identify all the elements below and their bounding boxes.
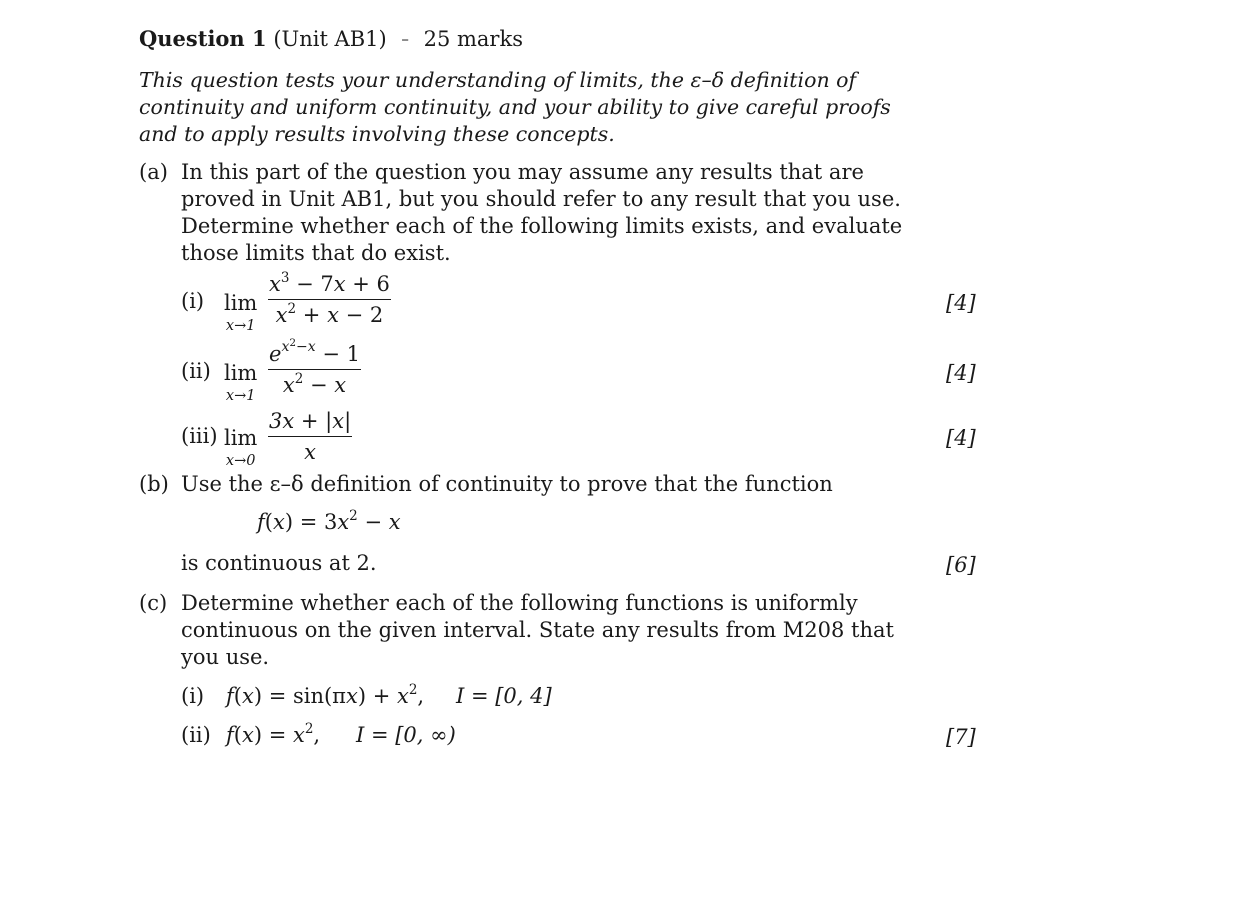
part-a-iii-fraction — [268, 409, 352, 464]
part-c-line-3: you use. — [181, 645, 270, 669]
lim-word: lim — [224, 426, 258, 450]
part-a-i-limit — [224, 291, 257, 334]
part-a-ii-label: (ii) — [181, 359, 211, 383]
fraction-denominator: x — [304, 440, 316, 464]
part-b-function: $f(x) = 3x^2 - x$ — [257, 508, 401, 534]
part-c-i-interval: I = [0, 4] — [456, 684, 552, 708]
part-a-line-1: In this part of the question you may assume any results that are — [181, 160, 864, 184]
part-b-marks: [6] — [946, 553, 976, 577]
part-b-line-2: is continuous at 2. — [181, 551, 377, 575]
intro-line-3: and to apply results involving these concepts. — [139, 122, 615, 146]
part-c-i-function: $f(x) = \sin(\pi x) + x^2$, — [226, 682, 425, 708]
part-a-iii-label: (iii) — [181, 424, 218, 448]
part-b-line-1: Use the ε–δ definition of continuity to prove that the function — [181, 472, 833, 496]
intro-line-1: This question tests your understanding of limits, the ε–δ definition of — [139, 68, 857, 92]
part-c-ii-interval: I = [0, ∞) — [356, 723, 456, 747]
fraction-denominator: $x^2 + x - 2$ — [275, 301, 384, 327]
fraction-numerator: 3x + |x| — [268, 409, 352, 437]
lim-word: lim — [224, 291, 258, 315]
part-a-i-marks: [4] — [946, 291, 976, 315]
part-c-label: (c) — [139, 591, 168, 615]
lim-subscript: x→0 — [225, 453, 256, 469]
fraction-denominator: $x^2 - x$ — [282, 371, 347, 397]
part-a-iii-limit — [224, 426, 257, 469]
intro-line-2: continuity and uniform continuity, and your ability to give careful proofs — [139, 95, 891, 119]
part-c-i-label: (i) — [181, 684, 205, 708]
question-heading — [139, 28, 523, 50]
part-a-ii-fraction — [268, 337, 361, 397]
part-a-line-3: Determine whether each of the following limits exists, and evaluate — [181, 214, 903, 238]
fraction-numerator: $e^{x^2-x} - 1$ — [268, 342, 361, 370]
part-a-i-label: (i) — [181, 289, 205, 313]
part-a-ii-marks: [4] — [946, 361, 976, 385]
lim-word: lim — [224, 361, 258, 385]
part-c-line-2: continuous on the given interval. State any results from M208 that — [181, 618, 894, 642]
lim-subscript: x→1 — [225, 318, 256, 334]
fraction-numerator: $x^3 - 7x + 6$ — [268, 272, 391, 300]
part-a-line-2: proved in Unit AB1, but you should refer to any result that you use. — [181, 187, 901, 211]
part-a-line-4: those limits that do exist. — [181, 241, 451, 265]
question-label: Question 1 — [139, 26, 267, 51]
part-c-line-1: Determine whether each of the following functions is uniformly — [181, 591, 858, 615]
part-c-ii-label: (ii) — [181, 723, 211, 747]
question-marks: 25 marks — [423, 27, 523, 51]
part-b-label: (b) — [139, 472, 169, 496]
question-dash: – — [401, 30, 409, 48]
part-a-iii-marks: [4] — [946, 426, 976, 450]
lim-subscript: x→1 — [225, 388, 256, 404]
part-a-ii-limit — [224, 361, 257, 404]
part-c-ii-function: $f(x) = x^2$, — [226, 721, 321, 747]
part-a-i-fraction — [268, 272, 391, 327]
part-a-label: (a) — [139, 160, 168, 184]
part-c-marks: [7] — [946, 725, 976, 749]
question-unit: (Unit AB1) — [273, 27, 387, 51]
